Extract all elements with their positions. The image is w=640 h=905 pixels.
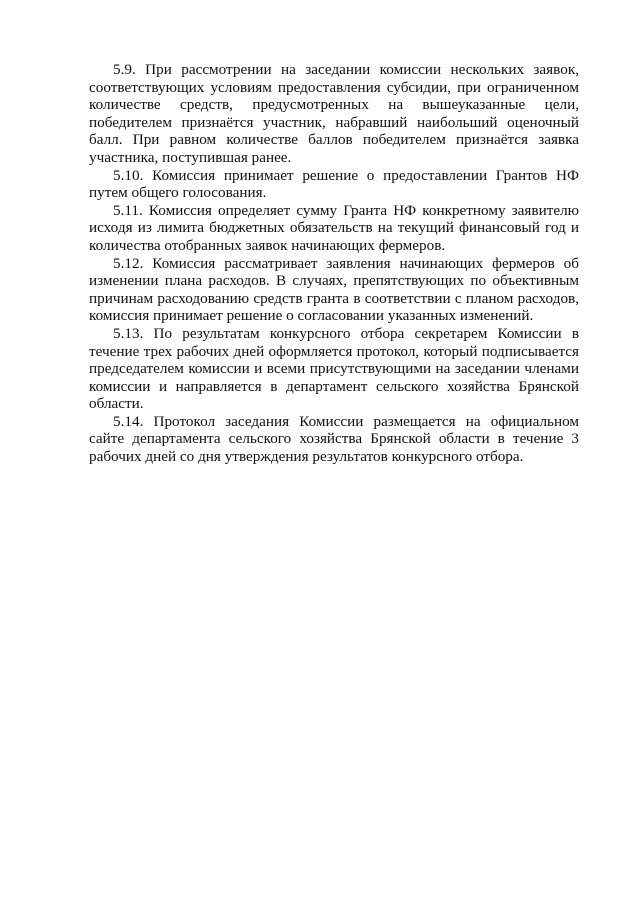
paragraph-5-11: 5.11. Комиссия определяет сумму Гранта НФ конкретному заявителю исходя из лимита бюджетных обязательств на текущий финансовый год и количества отобранных заявок начинающих фермеров.	[89, 201, 579, 254]
paragraph-5-10: 5.10. Комиссия принимает решение о предоставлении Грантов НФ путем общего голосования.	[89, 166, 579, 202]
paragraph-5-9: 5.9. При рассмотрении на заседании комиссии нескольких заявок, соответствующих условиям предоставления субсидии, при ограниченном количестве средств, предусмотренных на вышеуказанные цели, победителем признаётся участник, набравший наибольший оценочный балл. При равном количестве баллов победителем признаётся заявка участника, поступившая ранее.	[89, 61, 579, 166]
paragraph-5-12: 5.12. Комиссия рассматривает заявления начинающих фермеров об изменении плана расходов. В случаях, препятствующих по объективным причинам расходованию средств гранта в соответствии с планом расходов, комиссия принимает решение о согласовании указанных изменений.	[89, 254, 579, 325]
paragraph-5-14: 5.14. Протокол заседания Комиссии размещается на официальном сайте департамента сельского хозяйства Брянской области в течение 3 рабочих дней со дня утверждения результатов конкурсного отбора.	[89, 412, 579, 466]
document-body	[89, 61, 579, 466]
paragraph-5-13: 5.13. По результатам конкурсного отбора секретарем Комиссии в течение трех рабочих дней оформляется протокол, который подписывается председателем комиссии и всеми присутствующими на заседании членами комиссии и направляется в департамент сельского хозяйства Брянской области.	[89, 324, 579, 413]
